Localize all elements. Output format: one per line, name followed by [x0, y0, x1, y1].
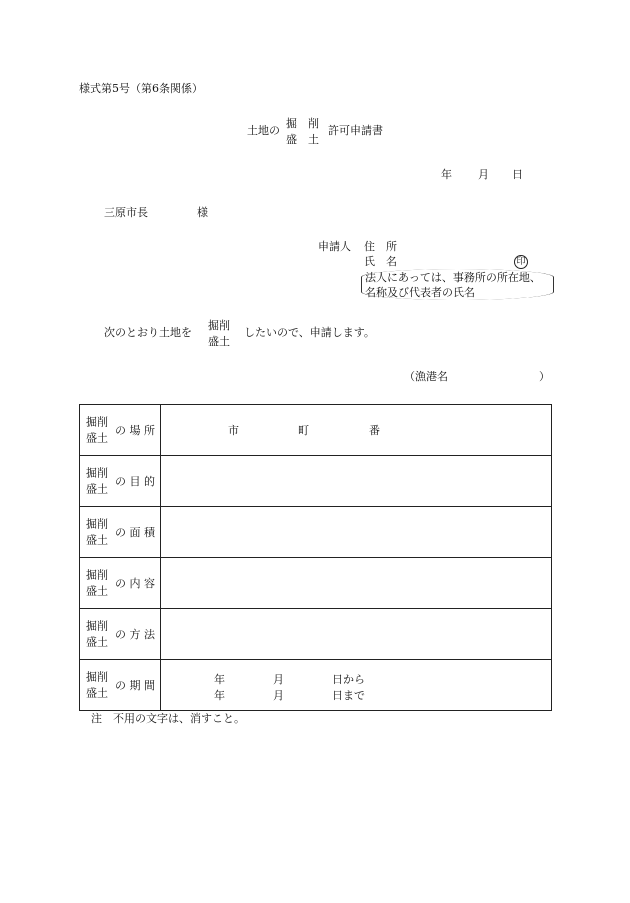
row-label-excavation: 掘削 — [86, 619, 108, 633]
row-label-excavation: 掘削 — [86, 517, 108, 531]
table-row-period — [80, 660, 552, 711]
row-label-options — [86, 468, 108, 495]
table-row-content — [80, 558, 552, 609]
applicant-name-label: 氏 名 — [364, 255, 397, 268]
location-value[interactable] — [161, 405, 552, 456]
period-start-year: 年 — [214, 673, 225, 686]
row-label-fill: 盛土 — [86, 686, 108, 700]
row-label — [80, 609, 161, 660]
period-end-month: 月 — [273, 689, 284, 702]
application-table — [79, 404, 552, 711]
row-label-options — [86, 519, 108, 546]
row-label-options — [86, 570, 108, 597]
applicant-address-label: 住 所 — [364, 240, 397, 253]
title-option-fill: 盛 土 — [286, 133, 319, 146]
table-row-purpose — [80, 456, 552, 507]
row-label-options — [86, 621, 108, 648]
date-day: 日 — [512, 168, 523, 181]
row-label-suffix: の 期 間 — [115, 679, 155, 692]
period-value[interactable] — [161, 660, 552, 711]
row-label-fill: 盛土 — [86, 584, 108, 598]
statement-suffix: したいので、申請します。 — [244, 326, 375, 339]
port-name-open: （漁港名 — [404, 370, 448, 383]
row-label — [80, 660, 161, 711]
location-number: 番 — [369, 424, 380, 437]
title-prefix: 土地の — [247, 124, 280, 137]
row-label-suffix: の 目 的 — [115, 475, 155, 488]
row-label-suffix: の 場 所 — [115, 424, 155, 437]
row-label-suffix: の 内 容 — [115, 577, 155, 590]
purpose-value[interactable] — [161, 456, 552, 507]
location-town: 町 — [298, 424, 309, 437]
row-label — [80, 405, 161, 456]
row-label-excavation: 掘削 — [86, 415, 108, 429]
applicant-note-line2: 名称及び代表者の氏名 — [365, 286, 475, 299]
row-label-suffix: の 面 積 — [115, 526, 155, 539]
row-label-fill: 盛土 — [86, 431, 108, 445]
period-end — [161, 687, 551, 702]
statement-options — [208, 320, 230, 347]
row-label-fill: 盛土 — [86, 533, 108, 547]
period-end-day: 日まで — [332, 689, 365, 702]
row-label-fill: 盛土 — [86, 482, 108, 496]
form-number: 様式第5号（第6条関係） — [79, 82, 203, 95]
footnote: 注 不用の文字は、消すこと。 — [91, 712, 245, 725]
area-value[interactable] — [161, 507, 552, 558]
row-label — [80, 456, 161, 507]
content-value[interactable] — [161, 558, 552, 609]
port-name-close: ） — [539, 370, 550, 383]
statement-option-excavation: 掘削 — [208, 319, 230, 332]
addressee-name: 三原市長 — [104, 206, 148, 219]
location-city: 市 — [228, 424, 239, 437]
statement-prefix: 次のとおり土地を — [104, 326, 192, 339]
row-label-options — [86, 672, 108, 699]
period-start-month: 月 — [273, 673, 284, 686]
statement-option-fill: 盛土 — [208, 335, 230, 348]
method-value[interactable] — [161, 609, 552, 660]
row-label-excavation: 掘削 — [86, 466, 108, 480]
period-lines — [161, 670, 551, 700]
date-month: 月 — [478, 168, 489, 181]
period-start-day: 日から — [332, 673, 365, 686]
row-label-excavation: 掘削 — [86, 568, 108, 582]
title-option-excavation: 掘 削 — [286, 117, 319, 130]
row-label-excavation: 掘削 — [86, 670, 108, 684]
row-label-options — [86, 417, 108, 444]
date-year: 年 — [441, 168, 452, 181]
applicant-label: 申請人 — [318, 240, 351, 253]
title-options — [286, 118, 319, 145]
table-row-location — [80, 405, 552, 456]
row-label — [80, 558, 161, 609]
title-suffix: 許可申請書 — [328, 124, 383, 137]
row-label-fill: 盛土 — [86, 635, 108, 649]
row-label — [80, 507, 161, 558]
table-row-area — [80, 507, 552, 558]
period-start — [161, 671, 551, 686]
applicant-note-line1: 法人にあっては、事務所の所在地、 — [365, 271, 541, 284]
row-label-suffix: の 方 法 — [115, 628, 155, 641]
period-end-year: 年 — [214, 689, 225, 702]
addressee-honorific: 様 — [197, 206, 208, 219]
seal-icon: 印 — [514, 255, 528, 269]
table-row-method — [80, 609, 552, 660]
